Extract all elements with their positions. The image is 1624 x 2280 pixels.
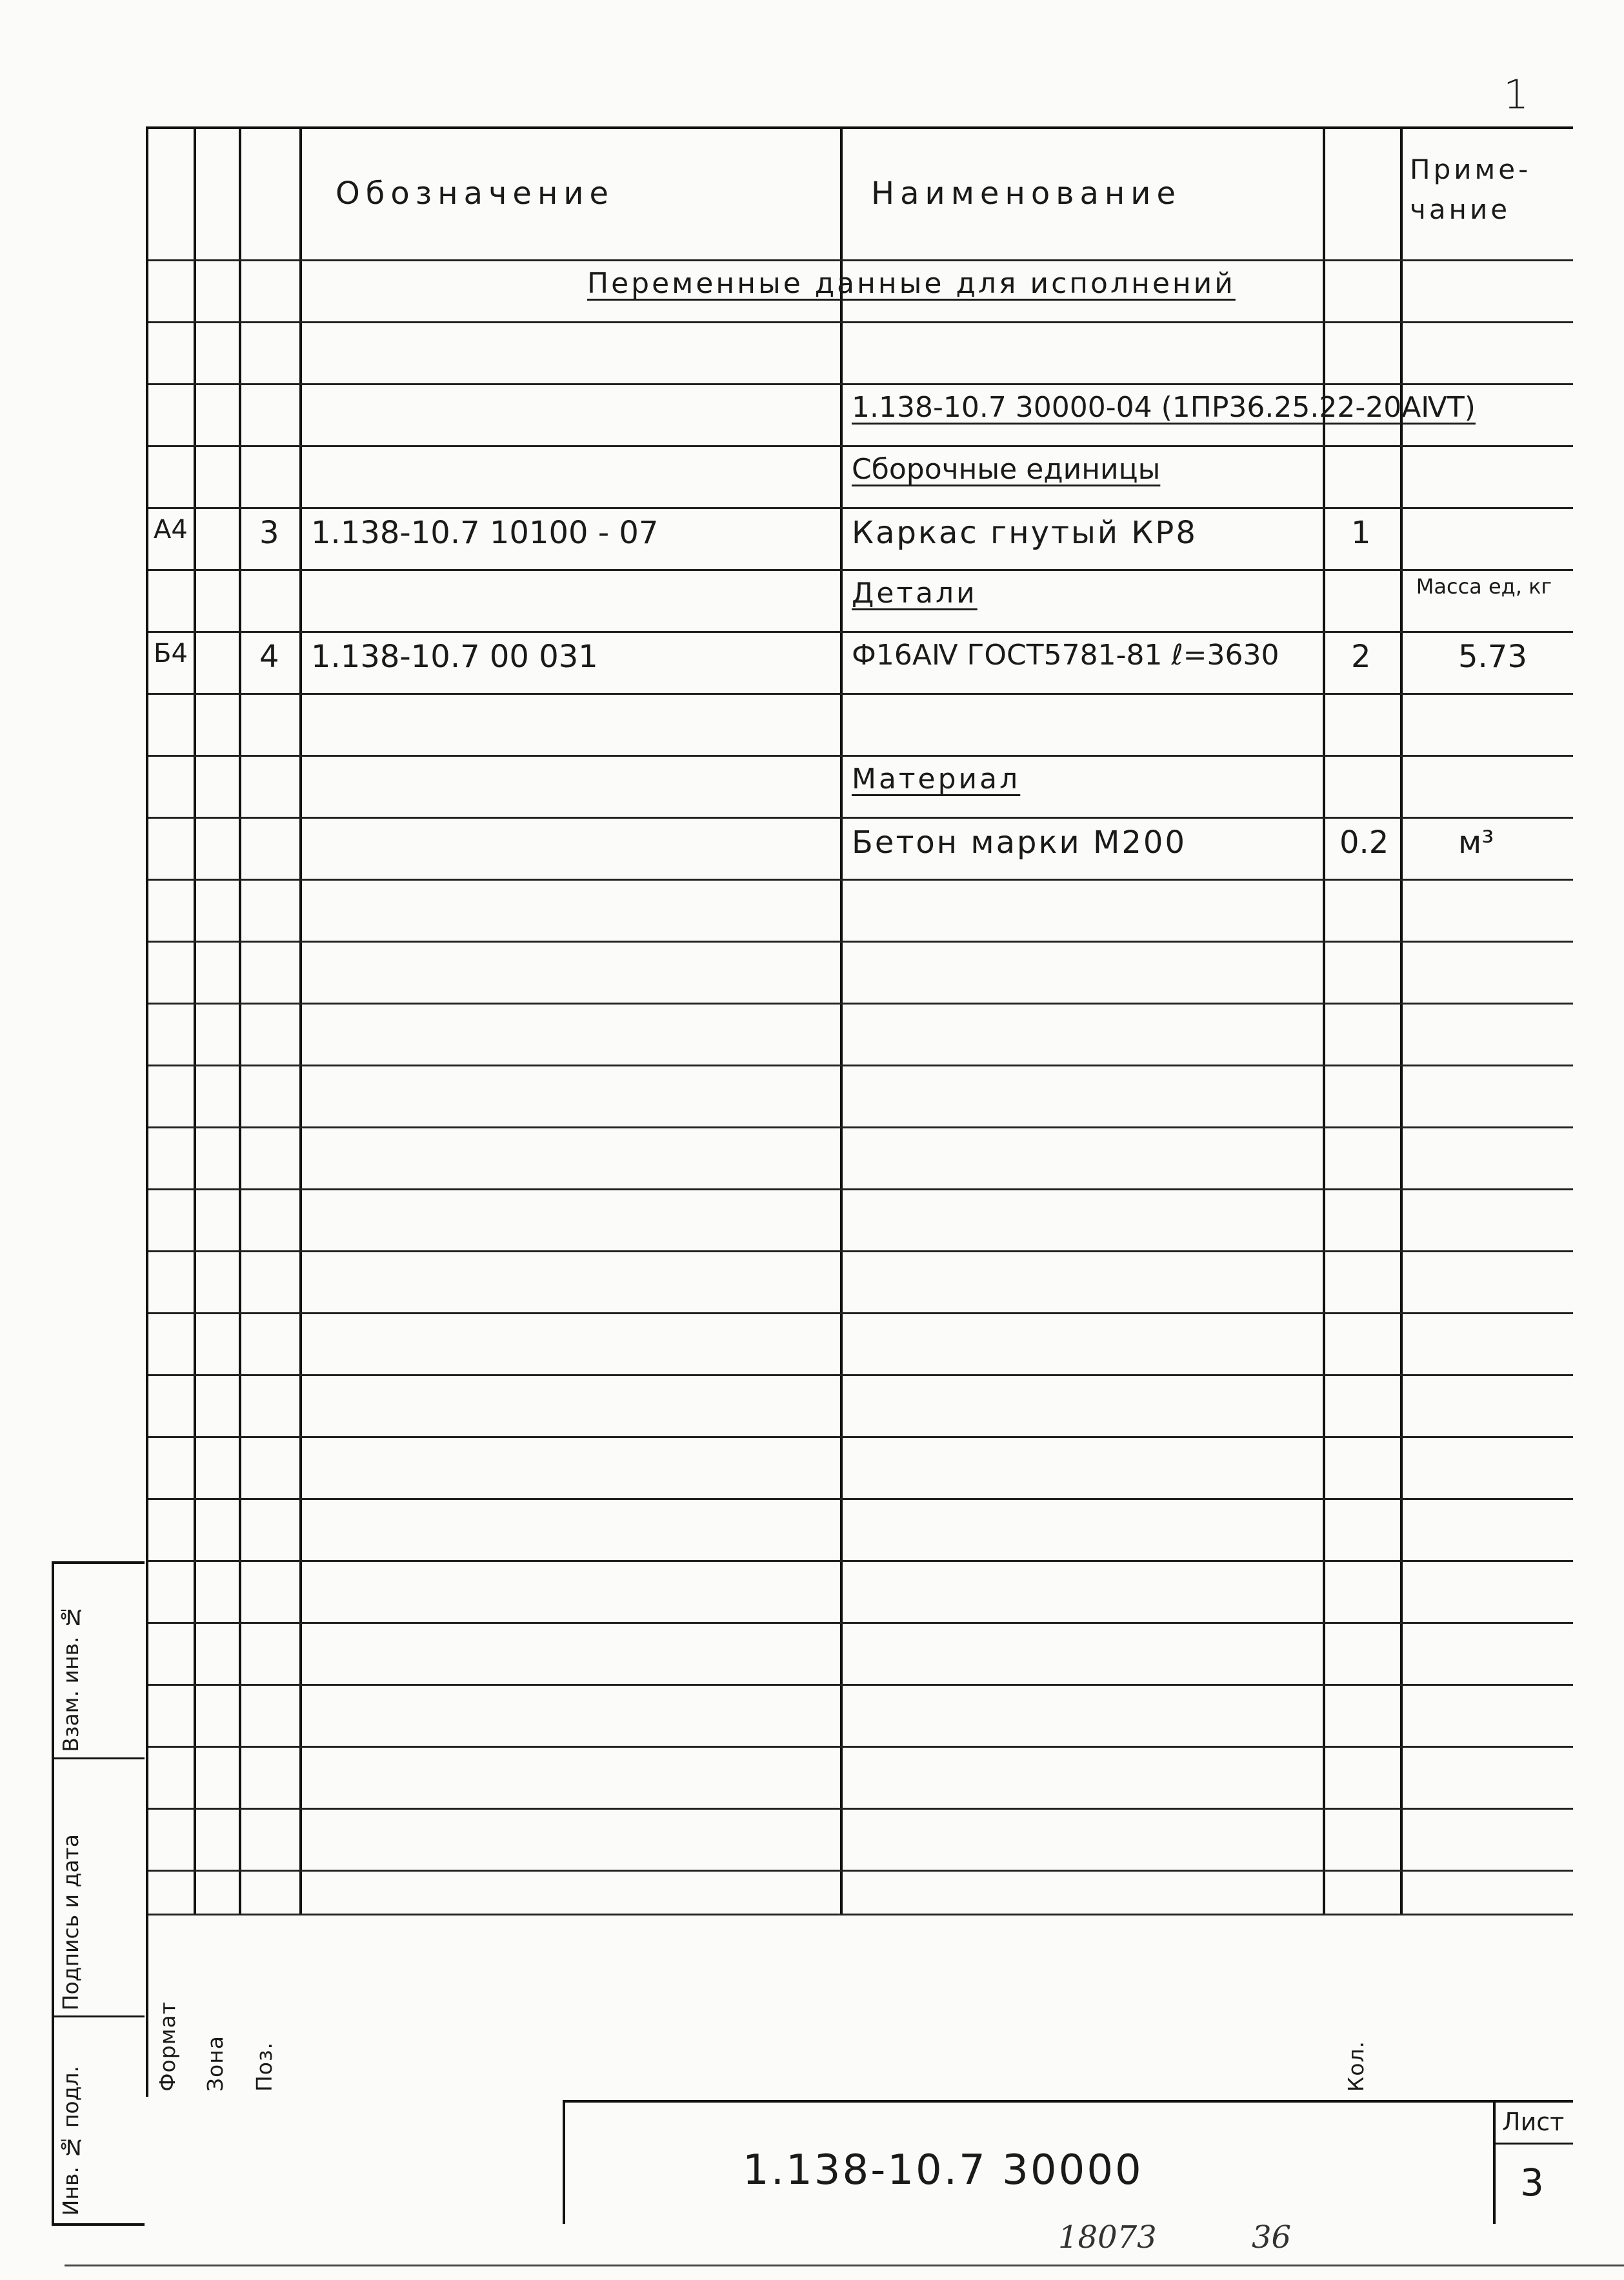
section-title: Переменные данные для исполнений — [587, 267, 1236, 300]
row-format: А4 — [154, 515, 188, 545]
handwritten-inventory: 18073 — [1058, 2219, 1157, 2255]
col-divider — [840, 129, 843, 1914]
row-designation: 1.138-10.7 00 031 — [311, 639, 598, 675]
variant-designation: 1.138-10.7 30000-04 (1ПР36.25.22-20АⅣТ) — [852, 391, 1476, 424]
col-divider — [239, 129, 241, 1914]
handwritten-number: 36 — [1252, 2219, 1292, 2255]
sheet-number: 3 — [1520, 2161, 1544, 2205]
col-divider — [299, 129, 302, 1914]
sheet-label: Лист — [1502, 2108, 1565, 2136]
col-divider — [194, 129, 196, 1914]
mass-note: Масса ед, кг — [1416, 574, 1552, 599]
sidebar-interchange: Взам. инв. № — [54, 1564, 145, 1759]
header-designation: Обозначение — [336, 175, 615, 212]
document-code: 1.138-10.7 30000 — [743, 2146, 1143, 2194]
row-name: Каркас гнутый КР8 — [852, 515, 1198, 551]
sidebar-original: Инв. № подл. — [58, 2065, 83, 2215]
header-quantity: Кол. — [1343, 2040, 1368, 2092]
row-quantity: 0.2 — [1339, 825, 1389, 861]
header-name: Наименование — [871, 175, 1182, 212]
header-zone: Зона — [203, 2035, 228, 2092]
row-note: м³ — [1458, 825, 1494, 861]
row-quantity: 2 — [1351, 639, 1371, 675]
group-material: Материал — [852, 763, 1021, 795]
row-position: 3 — [259, 515, 279, 551]
title-block — [563, 2100, 1573, 2224]
row-format: Б4 — [154, 639, 188, 668]
group-assembly: Сборочные единицы — [852, 453, 1161, 486]
row-quantity: 1 — [1351, 515, 1371, 551]
sidebar-stamps — [52, 1561, 145, 2226]
sheet-box — [1493, 2103, 1573, 2224]
row-designation: 1.138-10.7 10100 - 07 — [311, 515, 659, 551]
row-note: 5.73 — [1458, 639, 1527, 675]
row-name: Ф16АⅣ ГОСТ5781-81 ℓ=3630 — [852, 639, 1279, 672]
header-note: Приме-чание — [1410, 154, 1532, 225]
page-number: 1 — [1503, 71, 1529, 118]
header-position: Поз. — [252, 2041, 277, 2092]
row-name: Бетон марки М200 — [852, 825, 1187, 861]
row-position: 4 — [259, 639, 279, 675]
header-format: Формат — [155, 2001, 180, 2092]
sidebar-signature: Подпись и дата — [54, 1757, 145, 2017]
specification-table — [146, 126, 1573, 2097]
group-details: Детали — [852, 577, 977, 610]
